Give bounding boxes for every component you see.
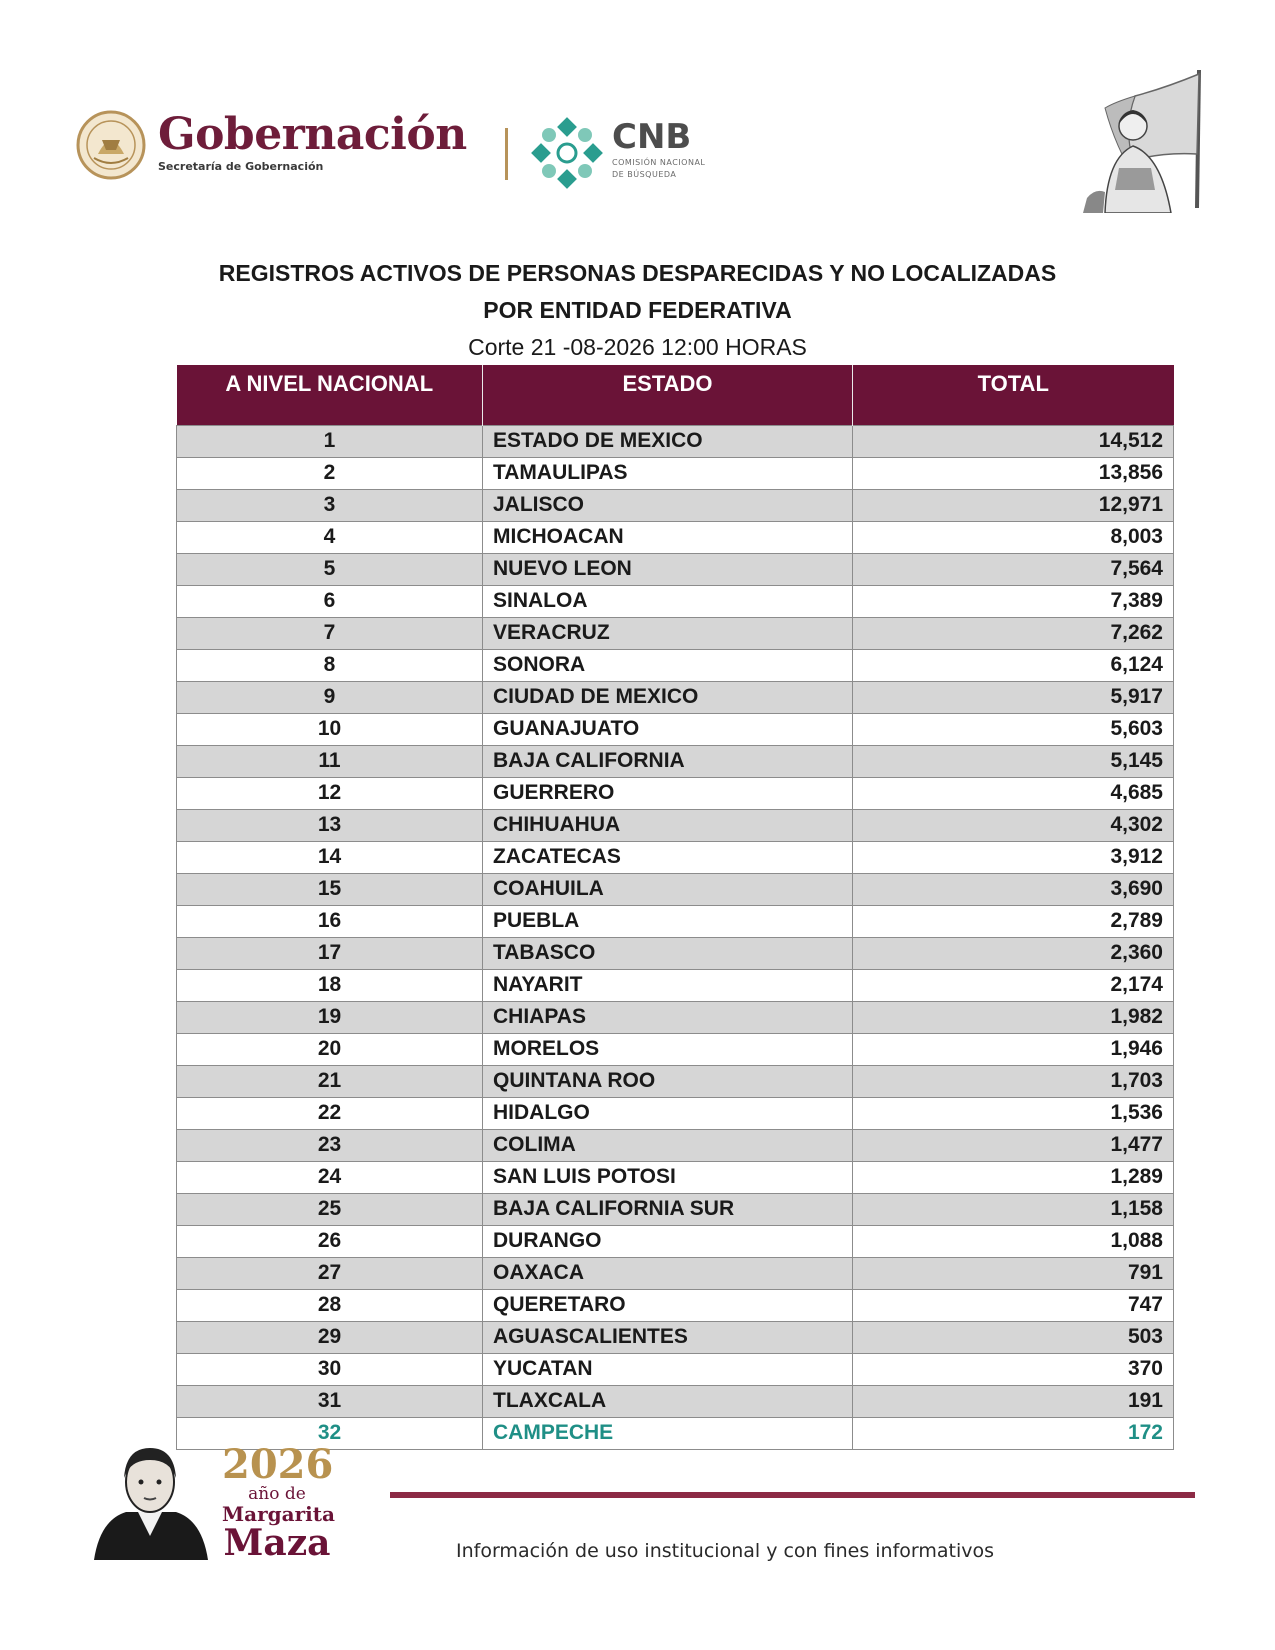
cell-total: 4,685 (853, 777, 1174, 809)
cell-total: 370 (853, 1353, 1174, 1385)
footer-rule (390, 1492, 1195, 1498)
badge-honoree-first: Margarita (222, 1502, 335, 1526)
cnb-logo-icon (530, 116, 604, 190)
table-row (177, 713, 1174, 745)
cell-total: 2,789 (853, 905, 1174, 937)
report-subtitle: POR ENTIDAD FEDERATIVA (483, 297, 792, 323)
table-row (177, 585, 1174, 617)
cell-rank: 9 (177, 681, 483, 713)
table-row (177, 457, 1174, 489)
table-row (177, 1385, 1174, 1417)
national-seal-logo (76, 110, 146, 180)
cell-total: 14,512 (853, 425, 1174, 457)
gobernacion-brand (158, 109, 467, 173)
column-header-rank: A NIVEL NACIONAL (177, 365, 483, 425)
table-row (177, 1289, 1174, 1321)
cell-total: 7,564 (853, 553, 1174, 585)
cell-state: NAYARIT (483, 969, 853, 1001)
cell-total: 1,536 (853, 1097, 1174, 1129)
cell-rank: 32 (177, 1417, 483, 1449)
table-row (177, 1065, 1174, 1097)
cell-state: SINALOA (483, 585, 853, 617)
cell-total: 2,360 (853, 937, 1174, 969)
year-badge (222, 1441, 335, 1564)
cell-rank: 27 (177, 1257, 483, 1289)
cell-state: COAHUILA (483, 873, 853, 905)
cell-state: TLAXCALA (483, 1385, 853, 1417)
cell-rank: 25 (177, 1193, 483, 1225)
logo-divider (505, 128, 508, 180)
cell-state: COLIMA (483, 1129, 853, 1161)
cell-total: 172 (853, 1417, 1174, 1449)
cell-rank: 29 (177, 1321, 483, 1353)
cell-rank: 7 (177, 617, 483, 649)
cell-total: 3,690 (853, 873, 1174, 905)
cell-state: CIUDAD DE MEXICO (483, 681, 853, 713)
cell-rank: 24 (177, 1161, 483, 1193)
cell-rank: 23 (177, 1129, 483, 1161)
table-row (177, 1161, 1174, 1193)
table-body (177, 425, 1174, 1449)
cell-state: AGUASCALIENTES (483, 1321, 853, 1353)
cell-rank: 19 (177, 1001, 483, 1033)
cell-rank: 28 (177, 1289, 483, 1321)
cnb-name: CNB (612, 117, 692, 157)
cell-state: YUCATAN (483, 1353, 853, 1385)
table-row (177, 937, 1174, 969)
cell-total: 1,158 (853, 1193, 1174, 1225)
cell-total: 6,124 (853, 649, 1174, 681)
badge-year-text: año de (248, 1484, 306, 1504)
cell-rank: 17 (177, 937, 483, 969)
cell-state: GUERRERO (483, 777, 853, 809)
cell-total: 191 (853, 1385, 1174, 1417)
table-row (177, 681, 1174, 713)
cell-total: 747 (853, 1289, 1174, 1321)
cell-total: 1,703 (853, 1065, 1174, 1097)
cell-rank: 1 (177, 425, 483, 457)
cell-rank: 6 (177, 585, 483, 617)
cell-state: SONORA (483, 649, 853, 681)
cell-state: CHIAPAS (483, 1001, 853, 1033)
table-row (177, 1129, 1174, 1161)
cell-rank: 11 (177, 745, 483, 777)
report-cutoff-date: Corte 21 -08-2026 12:00 HORAS (468, 334, 807, 360)
cell-rank: 8 (177, 649, 483, 681)
table-row (177, 1321, 1174, 1353)
cell-state: TAMAULIPAS (483, 457, 853, 489)
table-row (177, 969, 1174, 1001)
cell-state: DURANGO (483, 1225, 853, 1257)
cell-state: HIDALGO (483, 1097, 853, 1129)
registry-table (176, 365, 1174, 1450)
table-row (177, 649, 1174, 681)
table-header-row (177, 365, 1174, 425)
cell-state: JALISCO (483, 489, 853, 521)
cell-state: ZACATECAS (483, 841, 853, 873)
cell-total: 1,289 (853, 1161, 1174, 1193)
table-row (177, 1001, 1174, 1033)
cell-rank: 30 (177, 1353, 483, 1385)
cell-state: OAXACA (483, 1257, 853, 1289)
cell-total: 791 (853, 1257, 1174, 1289)
table-row (177, 809, 1174, 841)
report-title: REGISTROS ACTIVOS DE PERSONAS DESPARECIDAS Y NO LOCALIZADAS (218, 260, 1057, 286)
column-header-total: TOTAL (853, 365, 1174, 425)
cell-state: PUEBLA (483, 905, 853, 937)
cell-total: 1,946 (853, 1033, 1174, 1065)
cell-total: 12,971 (853, 489, 1174, 521)
cell-state: MORELOS (483, 1033, 853, 1065)
footer-disclaimer: Información de uso institucional y con fines informativos (456, 1540, 995, 1562)
table-row (177, 905, 1174, 937)
heroine-with-flag-illustration (1075, 68, 1215, 213)
table-row (177, 425, 1174, 457)
cell-state: NUEVO LEON (483, 553, 853, 585)
cell-rank: 5 (177, 553, 483, 585)
cell-total: 1,477 (853, 1129, 1174, 1161)
cell-total: 5,917 (853, 681, 1174, 713)
cell-state: CHIHUAHUA (483, 809, 853, 841)
cell-state: QUERETARO (483, 1289, 853, 1321)
cnb-subtitle-2: DE BÚSQUEDA (612, 170, 677, 179)
brand-name: Gobernación (158, 109, 467, 160)
cell-total: 503 (853, 1321, 1174, 1353)
cell-rank: 10 (177, 713, 483, 745)
cell-rank: 15 (177, 873, 483, 905)
cell-state: SAN LUIS POTOSI (483, 1161, 853, 1193)
cell-total: 1,088 (853, 1225, 1174, 1257)
table-row (177, 617, 1174, 649)
cell-total: 13,856 (853, 457, 1174, 489)
brand-subtitle: Secretaría de Gobernación (158, 160, 324, 173)
table-row (177, 1033, 1174, 1065)
table-row (177, 873, 1174, 905)
cell-rank: 3 (177, 489, 483, 521)
table-row (177, 745, 1174, 777)
cell-state: MICHOACAN (483, 521, 853, 553)
cell-total: 3,912 (853, 841, 1174, 873)
cell-rank: 20 (177, 1033, 483, 1065)
cell-state: GUANAJUATO (483, 713, 853, 745)
cnb-brand (612, 118, 705, 180)
cell-rank: 21 (177, 1065, 483, 1097)
cell-total: 5,145 (853, 745, 1174, 777)
cell-total: 1,982 (853, 1001, 1174, 1033)
margarita-maza-portrait (86, 1440, 216, 1560)
table-row (177, 1225, 1174, 1257)
cell-total: 4,302 (853, 809, 1174, 841)
table-row (177, 1193, 1174, 1225)
cell-total: 8,003 (853, 521, 1174, 553)
cell-state: TABASCO (483, 937, 853, 969)
cell-rank: 16 (177, 905, 483, 937)
table-row (177, 1257, 1174, 1289)
table-row (177, 553, 1174, 585)
cell-rank: 18 (177, 969, 483, 1001)
cell-total: 2,174 (853, 969, 1174, 1001)
column-header-state: ESTADO (483, 365, 853, 425)
cell-total: 7,262 (853, 617, 1174, 649)
cell-state: ESTADO DE MEXICO (483, 425, 853, 457)
cell-state: VERACRUZ (483, 617, 853, 649)
cell-total: 5,603 (853, 713, 1174, 745)
cell-rank: 2 (177, 457, 483, 489)
badge-year: 2026 (222, 1441, 334, 1488)
table-row (177, 489, 1174, 521)
cell-rank: 12 (177, 777, 483, 809)
cnb-subtitle-1: COMISIÓN NACIONAL (612, 158, 706, 167)
table-row (177, 841, 1174, 873)
cell-rank: 26 (177, 1225, 483, 1257)
cell-state: QUINTANA ROO (483, 1065, 853, 1097)
cell-rank: 4 (177, 521, 483, 553)
cell-rank: 31 (177, 1385, 483, 1417)
cell-total: 7,389 (853, 585, 1174, 617)
cell-rank: 22 (177, 1097, 483, 1129)
cell-rank: 13 (177, 809, 483, 841)
table-row (177, 521, 1174, 553)
cell-state: BAJA CALIFORNIA SUR (483, 1193, 853, 1225)
cell-state: BAJA CALIFORNIA (483, 745, 853, 777)
table-row (177, 777, 1174, 809)
cell-state: CAMPECHE (483, 1417, 853, 1449)
table-row (177, 1097, 1174, 1129)
badge-honoree-last: Maza (223, 1522, 331, 1564)
cell-rank: 14 (177, 841, 483, 873)
table-row (177, 1353, 1174, 1385)
